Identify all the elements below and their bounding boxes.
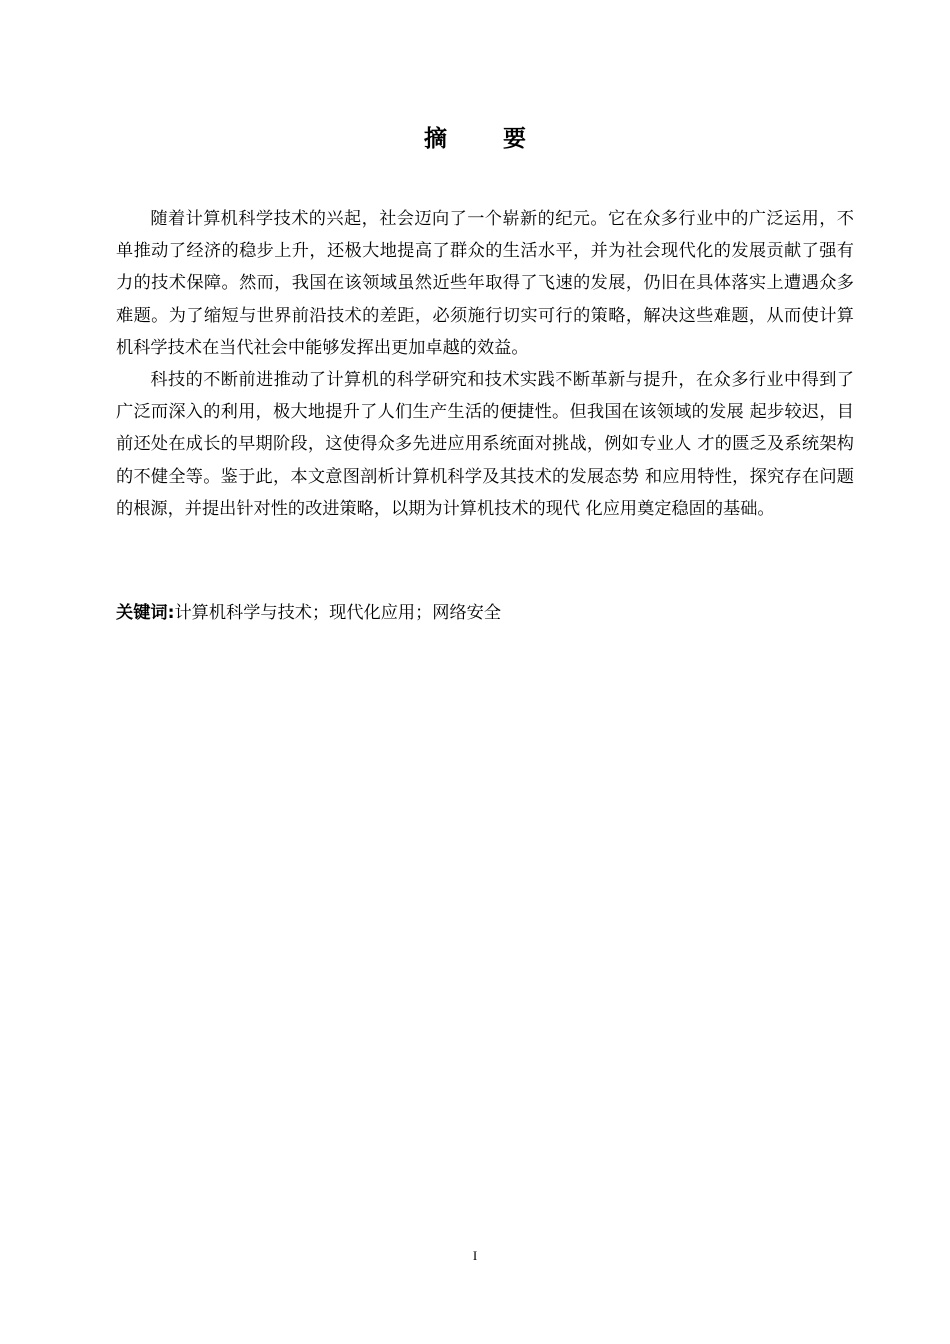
- keywords-label: 关键词:: [116, 603, 175, 623]
- page-number: I: [472, 1248, 478, 1263]
- keywords-text: 计算机科学与技术；现代化应用；网络安全: [174, 603, 502, 623]
- keywords-line: [116, 598, 854, 628]
- abstract-body: [116, 203, 854, 525]
- abstract-paragraph-1: 随着计算机科学技术的兴起，社会迈向了一个崭新的纪元。它在众多行业中的广泛运用，不单推动了经济的稳步上升，还极大地提高了群众的生活水平，并为社会现代化的发展贡献了强有力的技术保障。然而，我国在该领域虽然近些年取得了飞速的发展，仍旧在具体落实上遭遇众多难题。为了缩短与世界前沿技术的差距，必须施行切实可行的策略，解决这些难题，从而使计算机科学技术在当代社会中能够发挥出更加卓越的效益。: [116, 209, 854, 358]
- page-title: 摘 要: [423, 126, 550, 152]
- abstract-paragraph-2: 科技的不断前进推动了计算机的科学研究和技术实践不断革新与提升，在众多行业中得到了广泛而深入的利用，极大地提升了人们生产生活的便捷性。但我国在该领域的发展 起步较迟，目前还处在成长的早期阶段，这使得众多先进应用系统面对挑战，例如专业人 才的匮乏及系统架构的不健全等。鉴于此，本文意图剖析计算机科学及其技术的发展态势 和应用特性，探究存在问题的根源，并提出针对性的改进策略，以期为计算机技术的现代 化应用奠定稳固的基础。: [116, 370, 854, 519]
